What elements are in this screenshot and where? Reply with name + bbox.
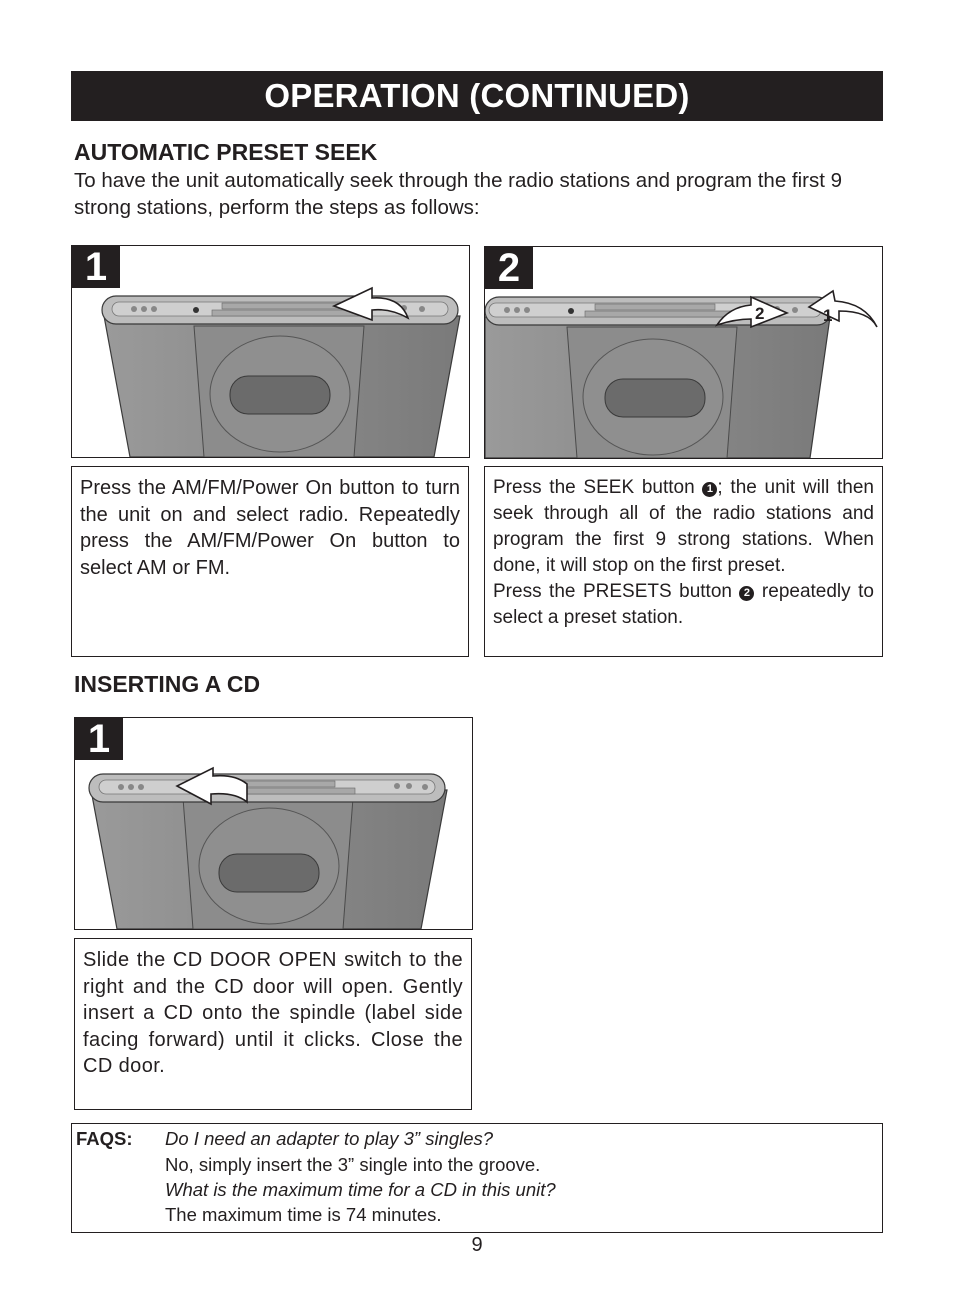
faq-box — [71, 1123, 883, 1233]
seek-step2-illustration — [484, 246, 883, 459]
seek-step1-text: Press the AM/FM/Power On button to turn the unit on and select radio. Repeatedly press the AM/FM/Power On button to select AM or FM. — [71, 466, 469, 657]
arrow-label-seek: 1 — [823, 306, 833, 325]
faq-question-2: What is the maximum time for a CD in this unit? — [165, 1179, 556, 1200]
page-title: OPERATION (CONTINUED) — [71, 71, 883, 121]
step-number-badge: 2 — [485, 247, 533, 289]
cd-step1-illustration — [74, 717, 473, 930]
step-number-badge: 1 — [75, 718, 123, 760]
marker-1-icon: 1 — [702, 482, 717, 497]
cd-step1-text: Slide the CD DOOR OPEN switch to the right and the CD door will open. Gently insert a CD onto the spindle (label side facing forward) until it clicks. Close the CD door. — [74, 938, 472, 1110]
preset-seek-intro: To have the unit automatically seek through the radio stations and program the first 9 strong stations, perform the steps as follows: — [74, 169, 843, 219]
seek-step1-illustration — [71, 245, 470, 458]
section-heading-inserting-cd: INSERTING A CD — [74, 671, 261, 697]
radio-device-illustration — [72, 246, 469, 457]
faq-question-1: Do I need an adapter to play 3” singles? — [165, 1128, 494, 1149]
page-number: 9 — [471, 1234, 483, 1256]
marker-2-icon: 2 — [739, 586, 754, 601]
faq-label: FAQS: — [76, 1128, 133, 1149]
section-heading-preset-seek: AUTOMATIC PRESET SEEK — [74, 139, 378, 165]
cd-player-illustration — [75, 718, 472, 929]
radio-device-illustration — [485, 247, 882, 458]
step-number-badge: 1 — [72, 246, 120, 288]
seek-step2-text: Press the SEEK button 1 ; the unit will then seek through all of the radio stations and program the first 9 strong stations. When done, it will stop on the first preset. Press the PRESETS button 2 repeatedly to select a preset station. — [484, 466, 883, 657]
faq-answer-2: The maximum time is 74 minutes. — [165, 1204, 442, 1225]
arrow-label-presets: 2 — [755, 304, 765, 323]
faq-answer-1: No, simply insert the 3” single into the groove. — [165, 1154, 541, 1175]
